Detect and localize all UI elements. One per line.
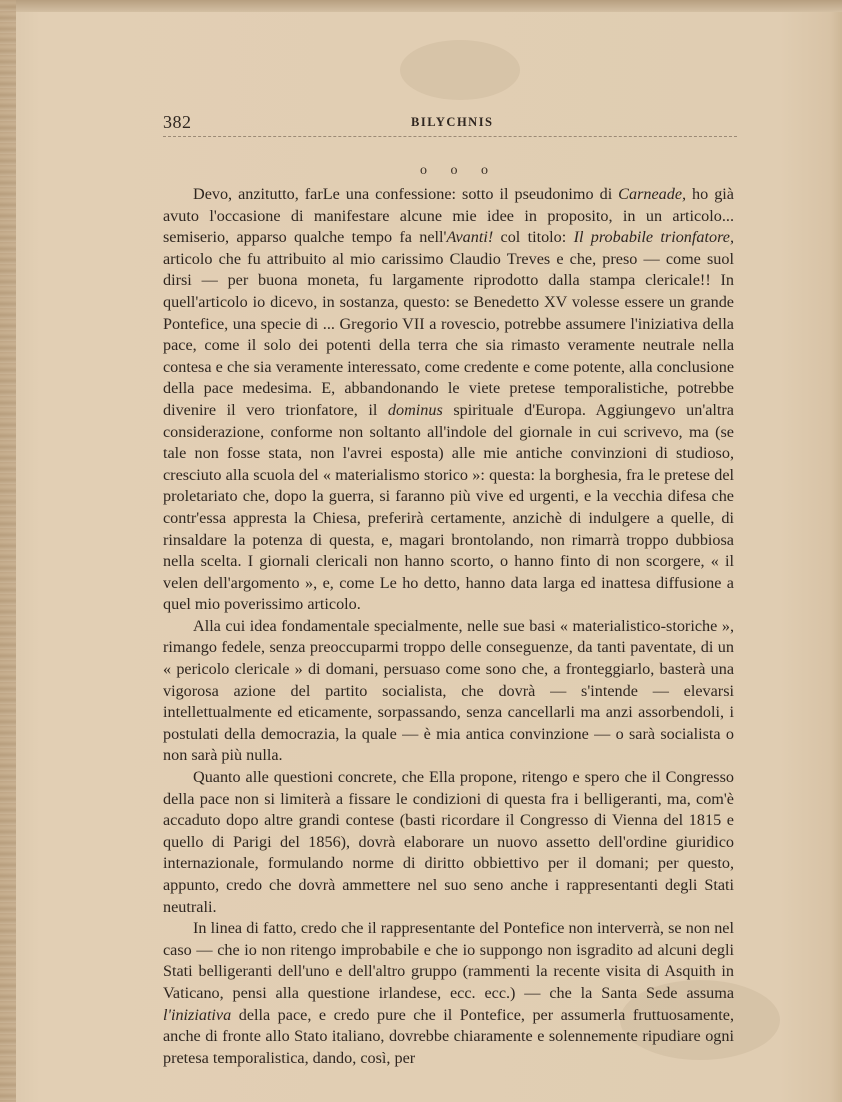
italic-text: dominus — [387, 400, 443, 419]
paragraph-text: della pace, e credo pure che il Pontefice, per assumerla fruttuosamente, anche di fronte allo Stato italiano, dovrebbe chiaramente e solennemente ripudiare ogni pretesa temporalistica, dando, così, per — [163, 1005, 734, 1067]
italic-text: Carneade, — [618, 185, 687, 203]
page-number: 382 — [163, 112, 192, 132]
paragraph-text: In linea di fatto, credo che il rappresentante del Pontefice non interverrà, se non nel caso — che io non ritengo improbabile e che io suppongo non isgradito ad alcuni degli Stati belligeranti dell'uno e dell'altro gruppo (rammenti la recente visita di Asquith in Vaticano, pensi alla questione irlandese, ecc. ecc.) — che la Santa Sede assuma — [163, 919, 734, 1002]
paragraph-text: Devo, anzitutto, farLe una confessione: sotto il pseudonimo di — [193, 185, 619, 203]
italic-text: l'iniziativa — [163, 1005, 232, 1024]
italic-text: Avanti! — [446, 228, 494, 247]
running-header — [163, 112, 737, 137]
running-title: BILYCHNIS — [411, 115, 494, 129]
paper-stain — [400, 40, 520, 100]
body-paragraph — [163, 918, 734, 1069]
paragraph-text: Alla cui idea fondamentale specialmente, nelle sue basi « materialistico-storiche », rimango fedele, senza preoccuparmi troppo delle conseguenze, da tanti paventate, di un « pericolo clericale » di domani, persuaso come sono che, a fronteggiarlo, basterà una vigorosa azione del partito socialista, che dovrà — s'intende — elevarsi intellettualmente ed eticamente, sorpassando, senza cancellarli ma anzi assorbendoli, i postulati della democrazia, la quale — è mia antica convinzione — o sarà socialista o non sarà più nulla. — [163, 616, 734, 765]
paragraph-text: ho già avuto l'occasione di manifestare alcune mie idee in proposito, in un articolo... semiserio, apparso qualche tempo fa nell' — [163, 185, 734, 247]
italic-text: Il probabile trionfatore, — [573, 228, 734, 247]
section-separator: o o o — [420, 163, 498, 178]
paragraph-text: spirituale d'Europa. Aggiungevo un'altra considerazione, conforme non soltanto all'indole del giornale in cui scrivevo, ma (se tale non fosse stata, non l'avrei esposta) alle mie antiche convinzioni di studioso, cresciuto alla scuola del « materialismo storico »: questa: la borghesia, fra le pretese del proletariato che, dopo la guerra, si faranno più vive ed urgenti, e la vecchia difesa che contr'essa appresta la Chiesa, preferirà certamente, anzichè di indulgere a quelle, di rinsaldare la potenza di questa, e, magari brontolando, non rimarrà troppo dubbiosa nella scelta. I giornali clericali non hanno scorto, o hanno finto di non scorgere, « il velen dell'argomento », e, come Le ho detto, hanno data larga ed inattesa diffusione a quel mio poverissimo articolo. — [163, 400, 734, 614]
page-binding-edge — [0, 0, 16, 1102]
body-paragraph — [163, 616, 734, 767]
body-paragraph — [163, 767, 734, 918]
paragraph-text: col titolo: — [493, 228, 574, 247]
page-top-edge — [0, 0, 842, 12]
paragraph-text: Quanto alle questioni concrete, che Ella propone, ritengo e spero che il Congresso della pace non si limiterà a fissare le condizioni di questa fra i belligeranti, ma, com'è accaduto dopo altre grandi contese (basti ricordare il Congresso di Vienna del 1815 e quello di Parigi del 1856), dovrà elaborare un nuovo assetto dell'ordine giuridico internazionale, formulando norme di diritto obbiettivo per il domani; per questo, appunto, credo che dovrà ammettere nel suo seno anche i rappresentanti degli Stati neutrali. — [163, 768, 734, 916]
paragraph-text: articolo che fu attribuito al mio carissimo Claudio Treves e che, preso — come suol dirsi — per buona moneta, fu largamente riprodotto dalla stampa clericale!! In quell'articolo io dicevo, in sostanza, questo: se Benedetto XV volesse essere un grande Pontefice, una specie di ... Gregorio VII a rovescio, potrebbe assumere l'iniziativa della pace, come il solo dei potenti della terra che sia rimasto veramente neutrale nella contesa e che sia veramente interessato, come credente e come potente, alla conclusione della pace medesima. E, abbandonando le viete pretese temporalistiche, potrebbe divenire il vero trionfatore, il — [163, 249, 734, 419]
article-body — [163, 184, 734, 1069]
body-paragraph — [163, 184, 734, 616]
